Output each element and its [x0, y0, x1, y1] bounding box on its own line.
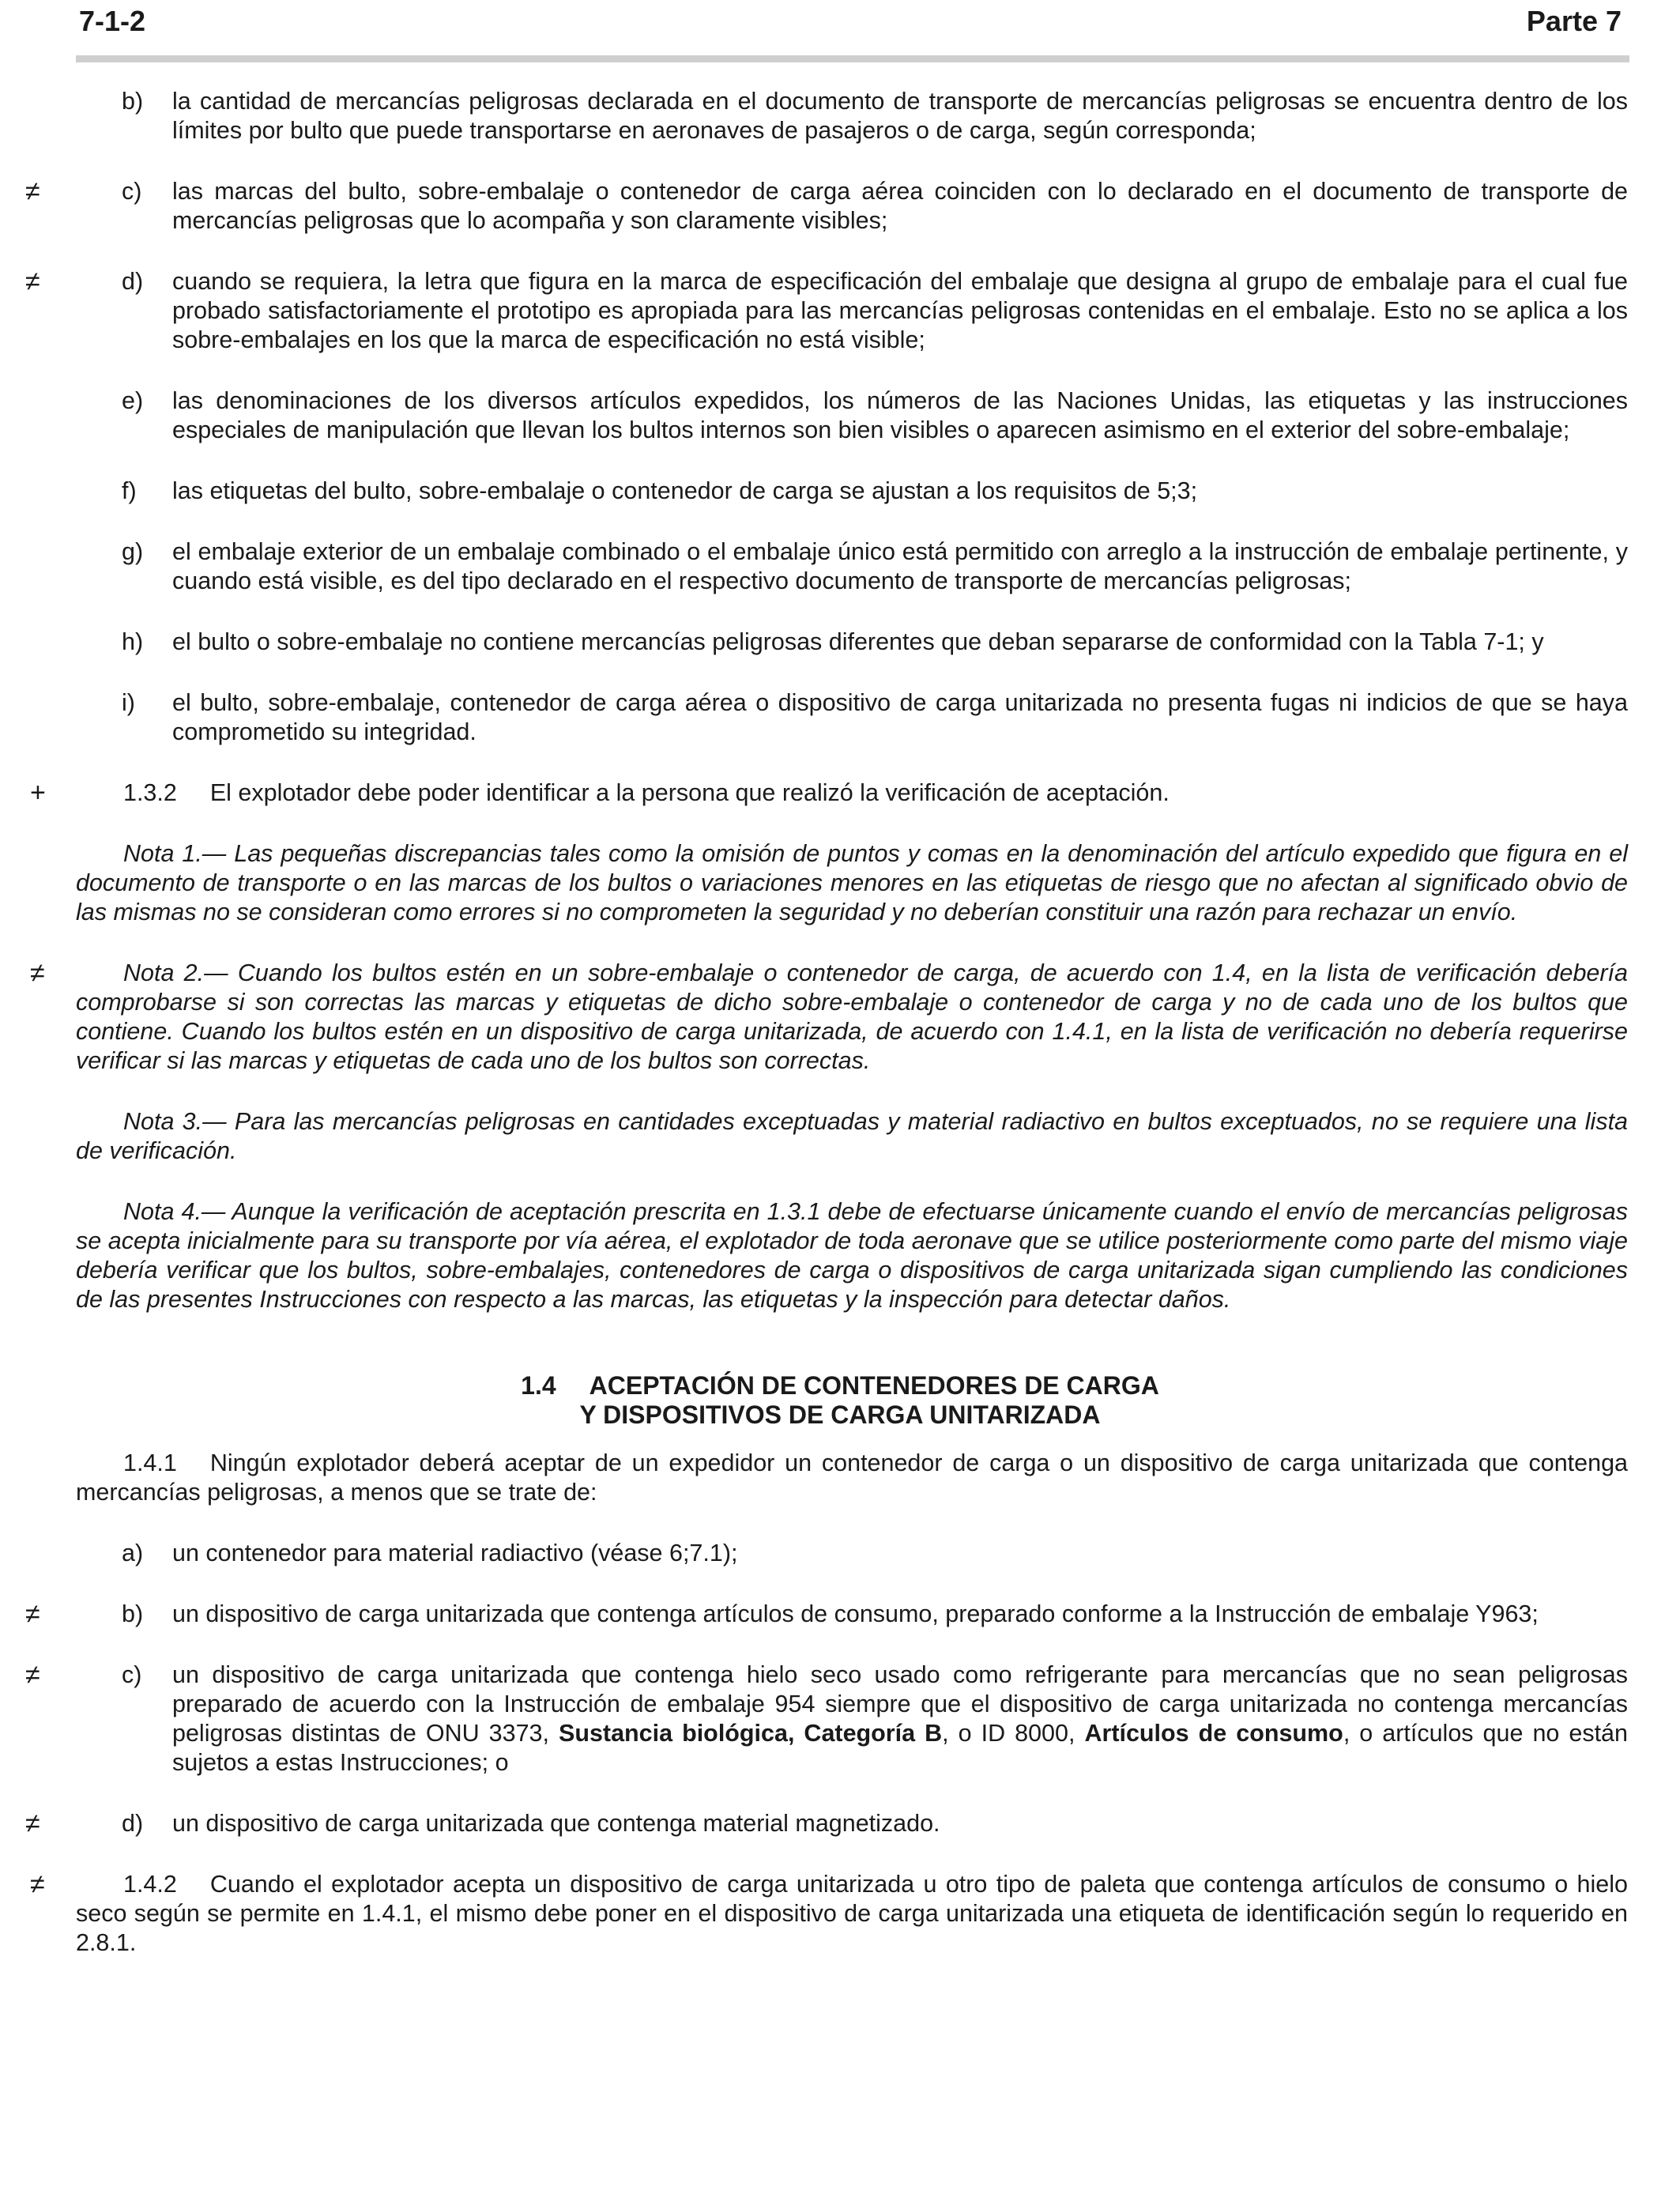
item-text: las denominaciones de los diversos artículos expedidos, los números de las Naciones Unidas, las etiquetas y las instrucciones especiales de manipulación que llevan los bultos internos son bien visibles o aparecen asimismo en el exterior del sobre-embalaje;: [172, 387, 1628, 443]
list-item: [25, 1808, 1628, 1838]
paragraph-number: 1.4.2: [123, 1871, 177, 1898]
paragraph-text: El explotador debe poder identificar a la persona que realizó la verificación de aceptación.: [209, 779, 1170, 806]
list-item: [25, 176, 1628, 236]
item-text: la cantidad de mercancías peligrosas declarada en el documento de transporte de mercancías peligrosas se encuentra dentro de los límites por bulto que puede transportarse en aeronaves de pasajeros o de carga, según corresponda;: [172, 88, 1628, 144]
item-label: c): [122, 1661, 142, 1688]
change-mark: ≠: [25, 176, 40, 206]
note-text: Nota 4.— Aunque la verificación de aceptación prescrita en 1.3.1 debe de efectuarse únicamente cuando el envío de mercancías peligrosas se acepta inicialmente para su transporte por vía aérea, el explotador de toda aeronave que se utilice posteriormente como parte del mismo viaje debería verificar que los bultos, sobre-embalajes, contenedores de carga o dispositivos de carga unitarizada sigan cumpliendo las condiciones de las presentes Instrucciones con respecto a las marcas, las etiquetas y la inspección para detectar daños.: [76, 1198, 1628, 1313]
list-item: [122, 688, 1628, 747]
section-title-line2: Y DISPOSITIVOS DE CARGA UNITARIZADA: [579, 1400, 1101, 1429]
item-text: un contenedor para material radiactivo (véase 6;7.1);: [172, 1540, 738, 1566]
item-text: , o ID 8000,: [942, 1720, 1085, 1747]
note-text: Nota 1.— Las pequeñas discrepancias tales como la omisión de puntos y comas en la denominación del artículo expedido que figura en el documento de transporte o en las marcas de los bultos o variaciones menores en las etiquetas de riesgo que no afectan al significado obvio de las mismas no se consideran como errores si no comprometen la seguridad y no deberían constituir una razón para rechazar un envío.: [76, 840, 1628, 925]
list-item: [122, 1539, 1628, 1568]
item-label: h): [122, 628, 144, 655]
item-label: f): [122, 477, 137, 504]
list-item: [25, 266, 1628, 355]
item-label: i): [122, 689, 135, 716]
change-mark: ≠: [25, 1660, 40, 1690]
change-mark: ≠: [30, 958, 45, 988]
page-content: [0, 87, 1680, 1958]
paragraph-1-3-2: [30, 778, 1628, 808]
paragraph-1-4-2: [30, 1869, 1628, 1958]
item-label: a): [122, 1540, 144, 1566]
page-header: [76, 0, 1629, 62]
item-text: las marcas del bulto, sobre-embalaje o contenedor de carga aérea coinciden con lo declarado en el documento de transporte de mercancías peligrosas que lo acompaña y son claramente visibles;: [172, 178, 1628, 234]
note-text: Nota 3.— Para las mercancías peligrosas en cantidades exceptuadas y material radiactivo en bultos exceptuados, no se requiere una lista de verificación.: [76, 1108, 1628, 1164]
item-label: d): [122, 1810, 144, 1837]
list-item: [122, 537, 1628, 596]
note-2: [30, 958, 1628, 1076]
section-title-line1: ACEPTACIÓN DE CONTENEDORES DE CARGA: [589, 1371, 1159, 1400]
list-item: [122, 628, 1628, 657]
item-text: , o artículos que no están sujetos a estas Instrucciones; o: [172, 1720, 1628, 1776]
item-text: el bulto, sobre-embalaje, contenedor de carga aérea o dispositivo de carga unitarizada no presenta fugas ni indicios de que se haya comprometido su integridad.: [172, 689, 1628, 745]
note-4: [76, 1197, 1628, 1314]
item-label: b): [122, 88, 144, 115]
item-label: e): [122, 387, 144, 414]
paragraph-text: Cuando el explotador acepta un dispositivo de carga unitarizada u otro tipo de paleta que contenga artículos de consumo o hielo seco según se permite en 1.4.1, el mismo debe poner en el dispositivo de carga unitarizada una etiqueta de identificación según lo requerido en 2.8.1.: [76, 1871, 1628, 1956]
item-label: g): [122, 538, 144, 565]
section-number: 1.4: [521, 1371, 556, 1400]
list-item: [122, 477, 1628, 506]
item-text-bold: Sustancia biológica, Categoría B: [558, 1720, 943, 1747]
list-item: [122, 386, 1628, 445]
note-text: Nota 2.— Cuando los bultos estén en un sobre-embalaje o contenedor de carga, de acuerdo con 1.4, en la lista de verificación debería comprobarse si son correctas las marcas y etiquetas de dicho sobre-embalaje o contenedor de carga y no de cada uno de los bultos que contiene. Cuando los bultos estén en un dispositivo de carga unitarizada, de acuerdo con 1.4.1, en la lista de verificación no debería requerirse verificar si las marcas y etiquetas de cada uno de los bultos son correctas.: [76, 959, 1628, 1074]
paragraph-number: 1.3.2: [123, 779, 177, 806]
note-3: [76, 1107, 1628, 1166]
paragraph-number: 1.4.1: [123, 1449, 177, 1476]
item-label: b): [122, 1600, 144, 1627]
item-text: un dispositivo de carga unitarizada que contenga hielo seco usado como refrigerante para mercancías que no sean peligrosas preparado de acuerdo con la Instrucción de embalaje 954 siempre que el dispositivo de carga unitarizada no contenga mercancías peligrosas distintas de ONU 3373,: [172, 1661, 1628, 1747]
item-label: c): [122, 178, 142, 205]
change-mark: ≠: [30, 1869, 45, 1899]
item-text-bold: Artículos de consumo: [1084, 1720, 1343, 1747]
page-number: 7-1-2: [79, 5, 146, 37]
change-mark: ≠: [25, 1808, 40, 1838]
item-text: un dispositivo de carga unitarizada que contenga material magnetizado.: [172, 1810, 940, 1837]
paragraph-1-4-1: [76, 1449, 1628, 1507]
change-mark: +: [30, 778, 46, 808]
item-text: un dispositivo de carga unitarizada que contenga artículos de consumo, preparado conforme a la Instrucción de embalaje Y963;: [172, 1600, 1539, 1627]
section-heading: [0, 1371, 1680, 1430]
paragraph-text: Ningún explotador deberá aceptar de un expedidor un contenedor de carga o un dispositivo de carga unitarizada que contenga mercancías peligrosas, a menos que se trate de:: [76, 1449, 1628, 1506]
item-label: d): [122, 268, 144, 295]
part-label: Parte 7: [1526, 5, 1622, 37]
change-mark: ≠: [25, 1599, 40, 1629]
item-text: el embalaje exterior de un embalaje combinado o el embalaje único está permitido con arreglo a la instrucción de embalaje pertinente, y cuando está visible, es del tipo declarado en el respectivo documento de transporte de mercancías peligrosas;: [172, 538, 1628, 594]
list-item: [122, 87, 1628, 145]
item-text: las etiquetas del bulto, sobre-embalaje o contenedor de carga se ajustan a los requisitos de 5;3;: [172, 477, 1198, 504]
list-item: [25, 1660, 1628, 1777]
change-mark: ≠: [25, 266, 40, 296]
note-1: [76, 839, 1628, 927]
list-item: [25, 1599, 1628, 1629]
item-text: el bulto o sobre-embalaje no contiene mercancías peligrosas diferentes que deban separarse de conformidad con la Tabla 7-1; y: [172, 628, 1544, 655]
item-text: cuando se requiera, la letra que figura en la marca de especificación del embalaje que designa al grupo de embalaje para el cual fue probado satisfactoriamente el prototipo es apropiada para las mercancías peligrosas contenidas en el embalaje. Esto no se aplica a los sobre-embalajes en los que la marca de especificación no está visible;: [172, 268, 1628, 353]
